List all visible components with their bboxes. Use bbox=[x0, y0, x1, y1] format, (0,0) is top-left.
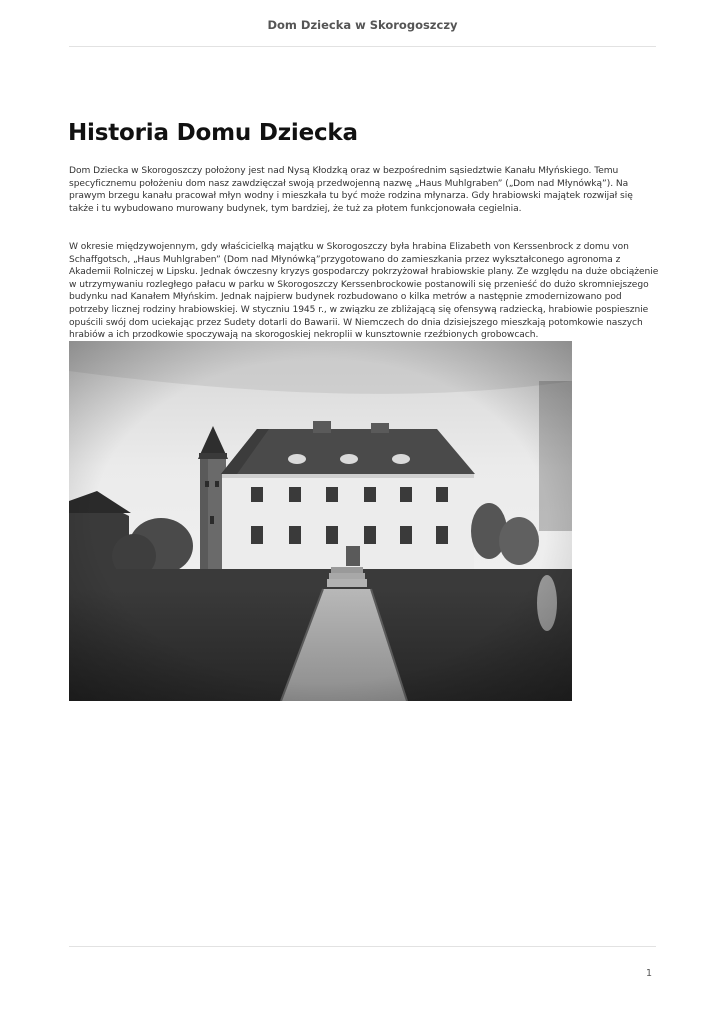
paragraph-intro: Dom Dziecka w Skorogoszczy położony jest nad Nysą Kłodzką oraz w bezpośrednim sąsiedztwie Kanału Młyńskiego. Temu specyficznemu położeniu dom nasz zawdzięczał swoją przedwojenną nazwę „Haus Muhlgraben” („Dom nad Młynówką”). Na prawym brzegu kanału pracował młyn wodny i mieszkała tu być może rodzina młynarza. Gdy hrabiowski majątek rozwijał się także i tu wybudowano murowany budynek, tym bardziej, że tuż za płotem funkcjonowała cegielnia. bbox=[69, 166, 633, 214]
footer-divider bbox=[69, 946, 656, 947]
page-title: Historia Domu Dziecka bbox=[68, 120, 358, 146]
header-title: Dom Dziecka w Skorogoszczy bbox=[267, 18, 458, 32]
historical-house-photo bbox=[69, 341, 572, 701]
paragraph-history: W okresie międzywojennym, gdy właścicielką majątku w Skorogoszczy była hrabina Elizabeth von Kerssenbrock z domu von Schaffgotsch, „Haus Muhlgraben” (Dom nad Młynówką”przygotowano do zamieszkania przez wykształconego agronoma z Akademii Rolniczej w Lipsku. Jednak ówczesny kryzys gospodarczy pokrzyżował hrabiowskie plany. Ze względu na duże obciążenie w utrzymywaniu rozległego pałacu w parku w Skorogoszczy Kerssenbrockowie postanowili się przenieść do dużo skromniejszego budynku nad Kanałem Młyńskim. Jednak najpierw budynek rozbudowano o kilka metrów a następnie zmodernizowano pod potrzeby licznej rodziny hrabiowskiej. W styczniu 1945 r., w związku ze zbliżającą się ofensywą radziecką, hrabiowie pospiesznie opuścili swój dom uciekając przez Sudety dotarli do Bawarii. W Niemczech do dnia dzisiejszego mieszkają potomkowie naszych hrabiów a ich przodkowie spoczywają na skorogoskiej nekroplii w kunsztownie rzeźbionych grobowcach. bbox=[69, 242, 659, 341]
page-number: 1 bbox=[645, 968, 652, 979]
header-divider bbox=[69, 46, 656, 47]
